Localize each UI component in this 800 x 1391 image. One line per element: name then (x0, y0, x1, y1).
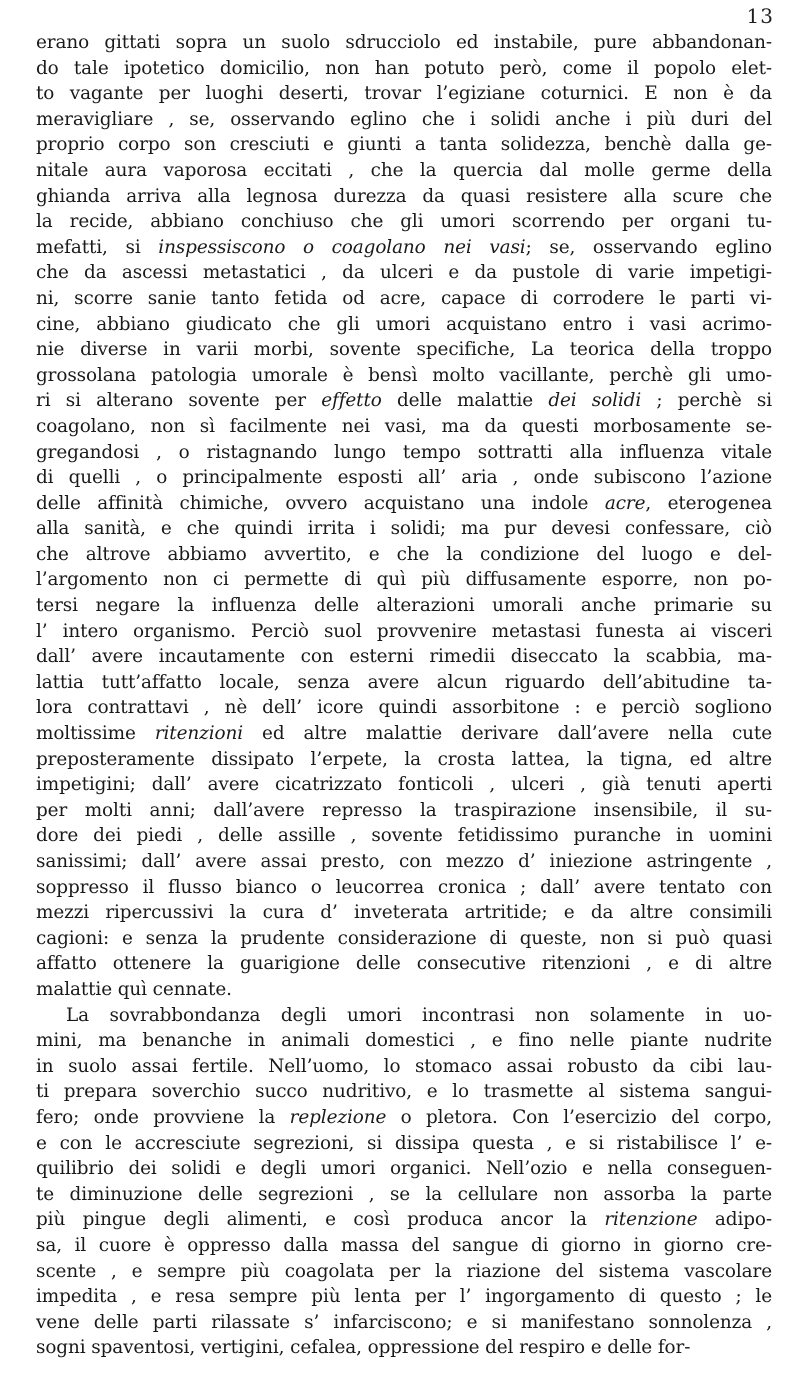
text-run: delle malattie (381, 390, 549, 412)
text-line (36, 56, 772, 82)
text-line (36, 337, 772, 363)
text-run: ghianda arriva alla legnosa durezza da quasi resistere alla scure che (36, 185, 772, 207)
paragraph (36, 30, 772, 1003)
text-run: e con le accresciute segrezioni, si dissipa questa , e si ristabilisce l’ e- (36, 1132, 772, 1154)
text-run: ed altre malattie derivare dall’avere nella cute (242, 723, 773, 745)
text-run: cagioni: e senza la prudente considerazione di queste, non si può quasi (36, 927, 772, 949)
text-run: La sovrabbondanza degli umori incontrasi non solamente in uo- (66, 1004, 772, 1026)
text-line (36, 81, 772, 107)
text-run: nie diverse in varii morbi, sovente specifiche, La teorica della troppo (36, 339, 772, 361)
text-line (36, 286, 772, 312)
text-line (36, 1233, 772, 1259)
italic-text: effetto (321, 390, 382, 412)
italic-text: inspessiscono o coagolano nei vasi (158, 236, 526, 258)
text-run: proprio corpo son cresciuti e giunti a tanta solidezza, benchè dalla ge- (36, 134, 772, 156)
text-run: che altrove abbiamo avvertito, e che la condizione del luogo e del- (36, 543, 772, 565)
text-run: lora contrattavi , nè dell’ icore quindi assorbitone : e perciò sogliono (36, 697, 772, 719)
text-run: delle affinità chimiche, ovvero acquistano una indole (36, 492, 605, 514)
text-line (36, 1003, 772, 1029)
text-run: ; perchè si (641, 390, 772, 412)
text-line (36, 107, 772, 133)
text-line (36, 823, 772, 849)
text-run: dore dei piedi , delle assille , sovente fetidissimo puranche in uomini (36, 825, 772, 847)
italic-text: dei solidi (548, 390, 642, 412)
text-run: quilibrio dei solidi e degli umori organici. Nell’ozio e nella conseguen- (36, 1158, 772, 1180)
text-line (36, 1054, 772, 1080)
italic-text: replezione (289, 1106, 387, 1128)
text-run: sa, il cuore è oppresso dalla massa del sangue di giorno in giorno cre- (36, 1234, 772, 1256)
text-line (36, 491, 772, 517)
text-line (36, 542, 772, 568)
text-line (36, 184, 772, 210)
text-line (36, 593, 772, 619)
text-run: impetigini; dall’ avere cicatrizzato fonticoli , ulceri , già tenuti aperti (36, 774, 772, 796)
italic-text: ritenzione (604, 1209, 698, 1231)
body-text (36, 30, 772, 1361)
text-line (36, 1207, 772, 1233)
text-line (36, 619, 772, 645)
text-line (36, 772, 772, 798)
text-run: grossolana patologia umorale è bensì molto vacillante, perchè gli umo- (36, 364, 772, 386)
text-line (36, 644, 772, 670)
text-line (36, 567, 772, 593)
text-line (36, 798, 772, 824)
text-line (36, 900, 772, 926)
text-line (36, 1335, 772, 1361)
text-run: ri si alterano sovente per (36, 390, 322, 412)
text-line (36, 1028, 772, 1054)
text-run: to vagante per luoghi deserti, trovar l’egiziane coturnici. E non è da (36, 83, 772, 105)
text-line (36, 260, 772, 286)
text-run: nitale aura vaporosa eccitati , che la quercia dal molle germe della (36, 159, 772, 181)
text-line (36, 158, 772, 184)
text-line (36, 1182, 772, 1208)
text-run: erano gittati sopra un suolo sdrucciolo ed instabile, pure abbandonan- (36, 32, 772, 53)
text-line (36, 747, 772, 773)
text-run: ; se, osservando eglino (525, 236, 772, 258)
text-run: ti prepara soverchio succo nudritivo, e lo trasmette al sistema sangui- (36, 1081, 772, 1103)
text-line (36, 363, 772, 389)
text-run: coagolano, non sì facilmente nei vasi, ma da questi morbosamente se- (36, 415, 772, 437)
text-run: o pletora. Con l’esercizio del corpo, (386, 1106, 772, 1128)
text-run: affatto ottenere la guarigione delle consecutive ritenzioni , e di altre (36, 953, 772, 975)
text-run: malattie quì cennate. (36, 978, 232, 1000)
text-line (36, 849, 772, 875)
text-line (36, 312, 772, 338)
text-line (36, 721, 772, 747)
text-line (36, 1156, 772, 1182)
text-run: scente , e sempre più coagolata per la riazione del sistema vascolare (36, 1260, 772, 1282)
text-run: meravigliare , se, osservando eglino che i solidi anche i più duri del (36, 108, 772, 130)
text-run: , eterogenea (645, 492, 772, 514)
text-run: vene delle parti rilassate s’ infarciscono; e si manifestano sonnolenza , (36, 1311, 772, 1333)
text-run: che da ascessi metastatici , da ulceri e da pustole di varie impetigi- (36, 262, 772, 284)
text-run: impedita , e resa sempre più lenta per l’ ingorgamento di questo ; le (36, 1286, 772, 1308)
text-line (36, 951, 772, 977)
text-line (36, 30, 772, 56)
text-line (36, 695, 772, 721)
text-line (36, 926, 772, 952)
text-line (36, 414, 772, 440)
text-run: più pingue degli alimenti, e così produca ancor la (36, 1209, 605, 1231)
text-line (36, 1284, 772, 1310)
text-line (36, 132, 772, 158)
italic-text: acre (604, 492, 646, 514)
text-run: per molti anni; dall’avere represso la traspirazione insensibile, il su- (36, 799, 772, 821)
text-line (36, 1259, 772, 1285)
text-line (36, 440, 772, 466)
text-run: mezzi ripercussivi la cura d’ inveterata artritide; e da altre consimili (36, 902, 772, 924)
text-line (36, 1079, 772, 1105)
text-run: ni, scorre sanie tanto fetida od acre, capace di corrodere le parti vi- (36, 287, 772, 309)
text-run: l’ intero organismo. Perciò suol provvenire metastasi funesta ai visceri (36, 620, 772, 642)
text-run: sanissimi; dall’ avere assai presto, con mezzo d’ iniezione astringente , (36, 851, 772, 872)
text-run: mini, ma benanche in animali domestici , e fino nelle piante nudrite (36, 1030, 772, 1052)
text-run: do tale ipotetico domicilio, non han potuto però, come il popolo elet- (36, 57, 772, 79)
paragraph (36, 1003, 772, 1361)
text-run: mefatti, si (36, 236, 159, 258)
text-line (36, 1105, 772, 1131)
text-line (36, 209, 772, 235)
text-run: cine, abbiano giudicato che gli umori acquistano entro i vasi acrimo- (36, 313, 772, 335)
italic-text: ritenzioni (154, 723, 243, 745)
text-run: soppresso il flusso bianco o leucorrea cronica ; dall’ avere tentato con (36, 876, 772, 898)
text-run: moltissime (36, 723, 155, 745)
text-run: preposteramente dissipato l’erpete, la crosta lattea, la tigna, ed altre (36, 748, 772, 770)
text-run: adipo- (697, 1209, 772, 1231)
text-run: la recide, abbiano conchiuso che gli umori scorrendo per organi tu- (36, 211, 772, 233)
text-run: in suolo assai fertile. Nell’uomo, lo stomaco assai robusto da cibi lau- (36, 1055, 772, 1077)
text-run: te diminuzione delle segrezioni , se la cellulare non assorba la parte (36, 1183, 772, 1205)
text-line (36, 465, 772, 491)
text-line (36, 977, 772, 1003)
text-run: tersi negare la influenza delle alterazioni umorali anche primarie su (36, 595, 772, 617)
text-run: alla sanità, e che quindi irrita i solidi; ma pur devesi confessare, ciò (36, 518, 772, 540)
text-line (36, 388, 772, 414)
text-run: l’argomento non ci permette di quì più diffusamente esporre, non po- (36, 569, 772, 591)
text-line (36, 1131, 772, 1157)
text-run: fero; onde provviene la (36, 1106, 290, 1128)
text-line (36, 235, 772, 261)
page-number: 13 (746, 4, 774, 28)
text-line (36, 1310, 772, 1336)
text-run: lattia tutt’affatto locale, senza avere alcun riguardo dell’abitudine ta- (36, 671, 772, 693)
text-line (36, 875, 772, 901)
text-run: sogni spaventosi, vertigini, cefalea, oppressione del respiro e delle for- (36, 1337, 691, 1359)
text-run: dall’ avere incautamente con esterni rimedii diseccato la scabbia, ma- (36, 646, 772, 668)
text-line (36, 670, 772, 696)
text-run: di quelli , o principalmente esposti all’ aria , onde subiscono l’azione (36, 467, 772, 489)
text-line (36, 516, 772, 542)
text-run: gregandosi , o ristagnando lungo tempo sottratti alla influenza vitale (36, 441, 772, 463)
